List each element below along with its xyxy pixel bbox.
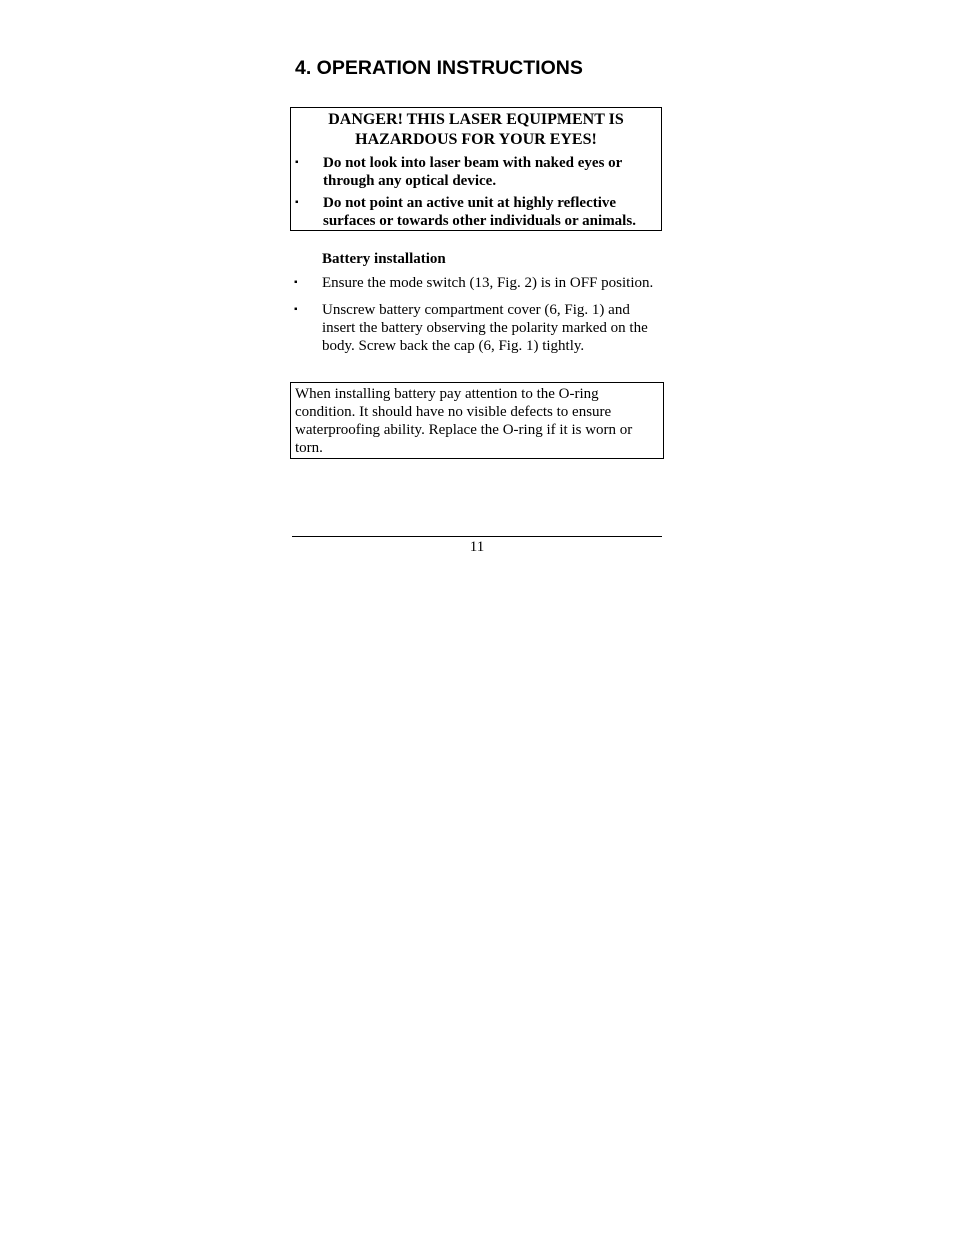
danger-list-item [291,194,661,230]
bullet-square-icon: ▪ [295,197,299,208]
battery-list-item [290,301,662,355]
danger-item-text: Do not look into laser beam with naked eyes or through any optical device. [323,155,623,189]
danger-list [291,154,661,230]
page-number: 11 [469,539,485,555]
page-title: 4. OPERATION INSTRUCTIONS [295,57,583,79]
danger-item-text: Do not point an active unit at highly reflective surfaces or towards other individuals or animals. [323,195,636,229]
footer-divider [292,536,662,537]
o-ring-note-box [290,382,664,459]
danger-list-item [291,154,661,190]
bullet-square-icon: ▪ [295,157,299,168]
battery-item-text: Ensure the mode switch (13, Fig. 2) is in OFF position. [322,275,654,291]
o-ring-note-text: When installing battery pay attention to the O-ring condition. It should have no visible defects to ensure waterproofing ability. Replace the O-ring if it is worn or torn. [295,386,633,456]
danger-heading-line-1: DANGER! THIS LASER EQUIPMENT IS [328,111,624,128]
battery-installation-list [290,274,662,355]
danger-heading [291,110,661,150]
battery-list-item [290,274,662,292]
bullet-square-icon: ▪ [294,304,298,315]
danger-heading-line-2: HAZARDOUS FOR YOUR EYES! [355,131,597,148]
battery-item-text: Unscrew battery compartment cover (6, Fig. 1) and insert the battery observing the polarity marked on the body. Screw back the cap (6, Fig. 1) tightly. [322,302,648,354]
danger-warning-box [290,107,662,231]
battery-installation-heading: Battery installation [322,251,446,267]
bullet-square-icon: ▪ [294,277,298,288]
